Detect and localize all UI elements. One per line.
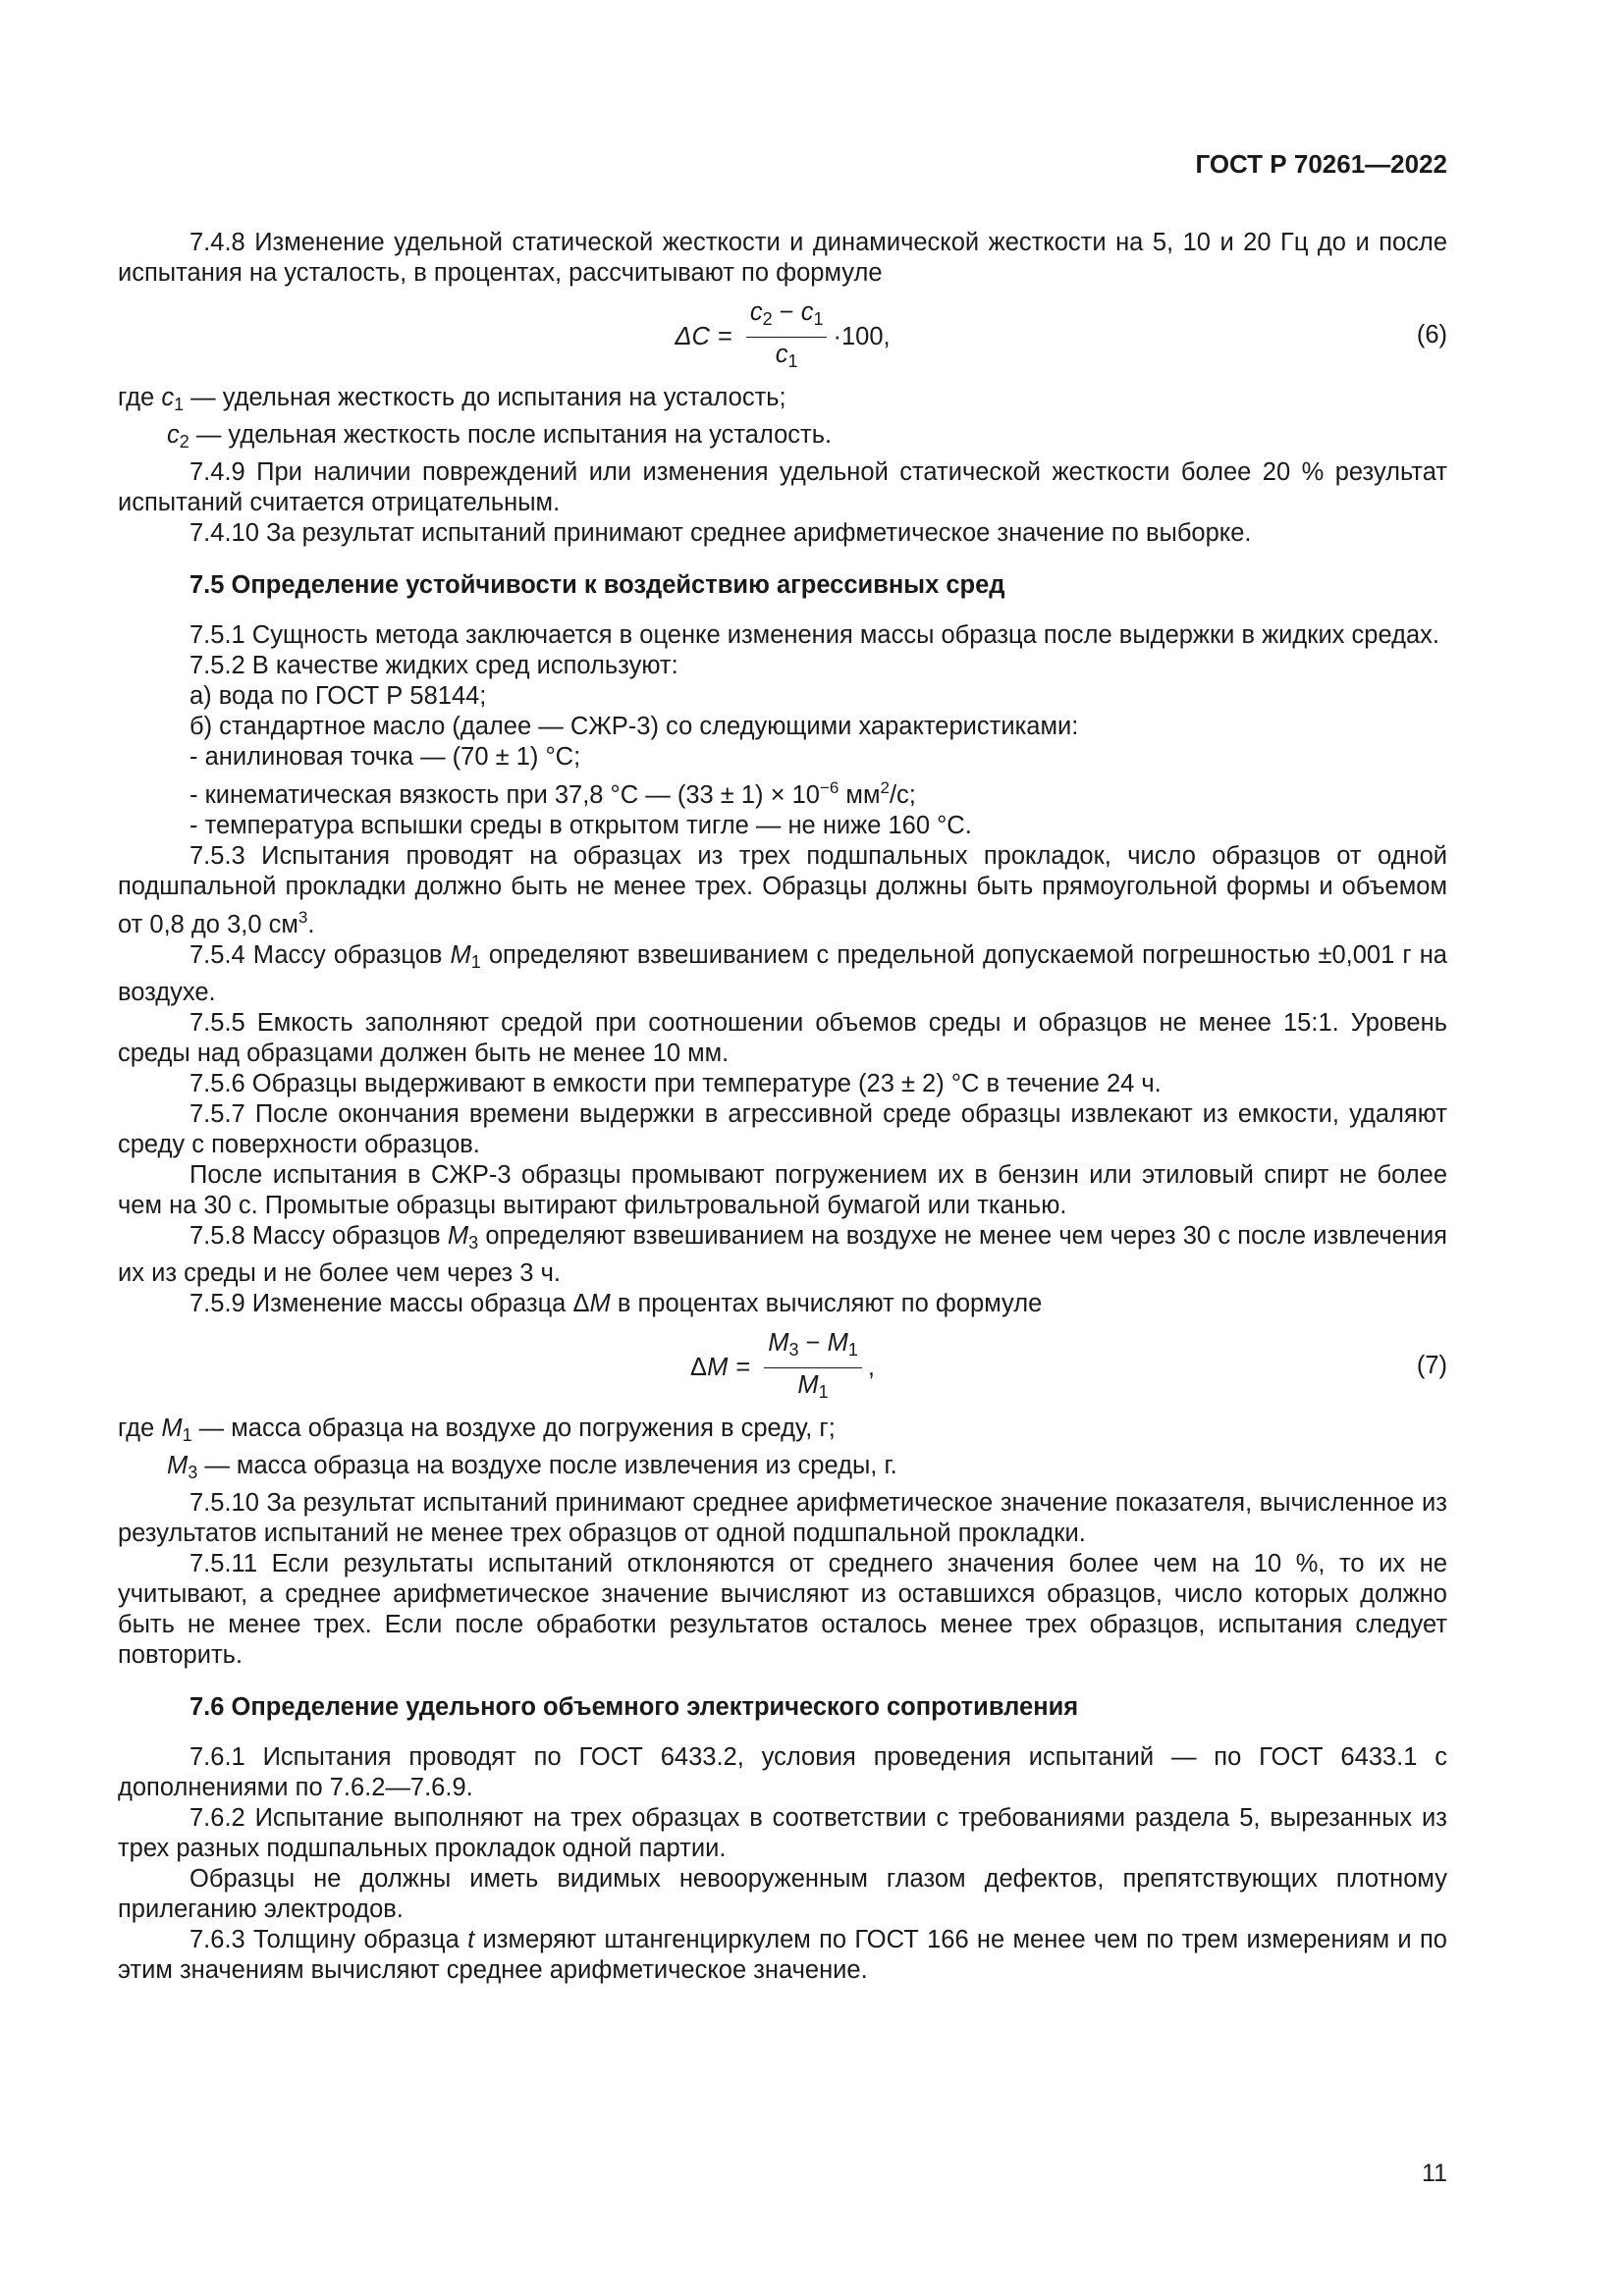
formula-7-denominator: $M_1$ [797, 1370, 829, 1402]
formula-6-denominator: $c_1$ [775, 340, 798, 371]
where-6-line-1: где $c_1$ — удельная жесткость до испытания на усталость; [118, 384, 786, 414]
paragraph-7-5-6: 7.5.6 Образцы выдерживают в емкости при температуре (23 ± 2) °С в течение 24 ч. [189, 1070, 1162, 1097]
document-id-header: ГОСТ Р 70261—2022 [1195, 149, 1447, 179]
formula-7-numerator: $M_3 - M_1$ [764, 1328, 862, 1368]
list-item-7-5-2-b: б) стандартное масло (далее — СЖР-3) со следующими характеристиками: [189, 713, 1079, 740]
paragraph-7-5-7: 7.5.7 После окончания времени выдержки в агрессивной среде образцы извлекают из емкости, удаляют среду с поверхности образцов. [118, 1100, 1447, 1158]
paragraph-7-5-2: 7.5.2 В качестве жидких сред используют: [189, 652, 678, 679]
list-item-flash-point: - температура вспышки среды в открытом тигле — не ниже 160 °С. [189, 812, 972, 839]
paragraph-7-4-8: 7.4.8 Изменение удельной статической жесткости и динамической жесткости на 5, 10 и 20 Гц до и после испытания на усталость, в процентах, рассчитывают по формуле [118, 229, 1447, 287]
paragraph-7-5-4: 7.5.4 Массу образцов $M_1$ определяют взвешиванием с предельной допускаемой погрешностью ±0,001 г на воздухе. [118, 941, 1447, 1006]
paragraph-7-4-9: 7.4.9 При наличии повреждений или изменения удельной статической жесткости более 20 % результат испытаний считается отрицательным. [118, 458, 1447, 516]
paragraph-7-6-3: 7.6.3 Толщину образца t измеряют штангенциркулем по ГОСТ 166 не менее чем по трем измерениям и по этим значениям вычисляют среднее арифметическое значение. [118, 1926, 1447, 1984]
document-body [118, 228, 1447, 1986]
paragraph-7-5-8: 7.5.8 Массу образцов $M_3$ определяют взвешиванием на воздухе не менее чем через 30 с после извлечения их из среды и не более чем через 3 ч. [118, 1222, 1447, 1287]
paragraph-7-5-7-continued: После испытания в СЖР-3 образцы промывают погружением их в бензин или этиловый спирт не более чем на 30 с. Промытые образцы вытирают фильтровальной бумагой или тканью. [118, 1161, 1447, 1219]
page-number: 11 [1422, 2160, 1447, 2187]
section-heading-7-6: 7.6 Определение удельного объемного электрического сопротивления [189, 1693, 1079, 1721]
section-heading-7-5: 7.5 Определение устойчивости к воздействию агрессивных сред [189, 571, 1005, 599]
formula-6-number: (6) [1416, 321, 1447, 348]
list-item-7-5-2-a: а) вода по ГОСТ Р 58144; [189, 682, 487, 710]
paragraph-7-5-3: 7.5.3 Испытания проводят на образцах из трех подшпальных прокладок, число образцов от одной подшпальной прокладки должно быть не менее трех. Образцы должны быть прямоугольной формы и объемом от 0,8 до 3,0 $см^3$. [118, 842, 1447, 938]
paragraph-7-6-2: 7.6.2 Испытание выполняют на трех образцах в соответствии с требованиями раздела 5, вырезанных из трех разных подшпальных прокладок одной партии. [118, 1804, 1447, 1862]
formula-6-numerator: $c_2 - c_1$ [746, 297, 828, 338]
where-6-line-2: $c_2$ — удельная жесткость после испытания на усталость. [167, 421, 833, 452]
paragraph-7-6-1: 7.6.1 Испытания проводят по ГОСТ 6433.2, условия проведения испытаний — по ГОСТ 6433.1 с дополнениями по 7.6.2—7.6.9. [118, 1743, 1447, 1801]
paragraph-7-5-1: 7.5.1 Сущность метода заключается в оценке изменения массы образца после выдержки в жидких средах. [189, 621, 1439, 649]
formula-6: ΔC = $\frac{c_2 - c_1}{c_1}$ ·100, (6) [118, 293, 1447, 381]
formula-7-fraction [764, 1328, 862, 1408]
paragraph-7-6-2-continued: Образцы не должны иметь видимых невооруженным глазом дефектов, препятствующих плотному прилеганию электродов. [118, 1865, 1447, 1923]
paragraph-7-5-10: 7.5.10 За результат испытаний принимают среднее арифметическое значение показателя, вычисленное из результатов испытаний не менее трех образцов от одной подшпальной прокладки. [118, 1489, 1447, 1547]
formula-6-fraction [746, 297, 828, 377]
formula-7: ΔM = $\frac{M_3 - M_1}{M_1}$ , (7) [118, 1323, 1447, 1412]
list-item-viscosity: - кинематическая вязкость при 37,8 °С — $(33 \pm 1) \times 10^{-6}$ $мм^2/с$; [189, 778, 916, 809]
where-7-line-1: где $M_1$ — масса образца на воздухе до погружения в среду, г; [118, 1415, 836, 1445]
paragraph-7-4-10: 7.4.10 За результат испытаний принимают среднее арифметическое значение по выборке. [189, 519, 1252, 547]
where-7-line-2: $M_3$ — масса образца на воздухе после извлечения из среды, г. [167, 1452, 897, 1482]
paragraph-7-5-11: 7.5.11 Если результаты испытаний отклоняются от среднего значения более чем на 10 %, то их не учитывают, а среднее арифметическое значение вычисляют из оставшихся образцов, число которых должно быть не менее трех. Если после обработки результатов осталось менее трех образцов, испытания следует повторить. [118, 1550, 1447, 1669]
formula-7-number: (7) [1416, 1352, 1447, 1379]
paragraph-7-5-9: 7.5.9 Изменение массы образца ΔM в процентах вычисляют по формуле [189, 1290, 1043, 1317]
formula-7-lhs: ΔM [690, 1353, 729, 1381]
paragraph-7-5-5: 7.5.5 Емкость заполняют средой при соотношении объемов среды и образцов не менее 15:1. Уровень среды над образцами должен быть не менее 10 мм. [118, 1009, 1447, 1067]
list-item-aniline-point: - анилиновая точка — (70 ± 1) °С; [189, 743, 581, 771]
formula-6-lhs: ΔC [675, 322, 710, 350]
